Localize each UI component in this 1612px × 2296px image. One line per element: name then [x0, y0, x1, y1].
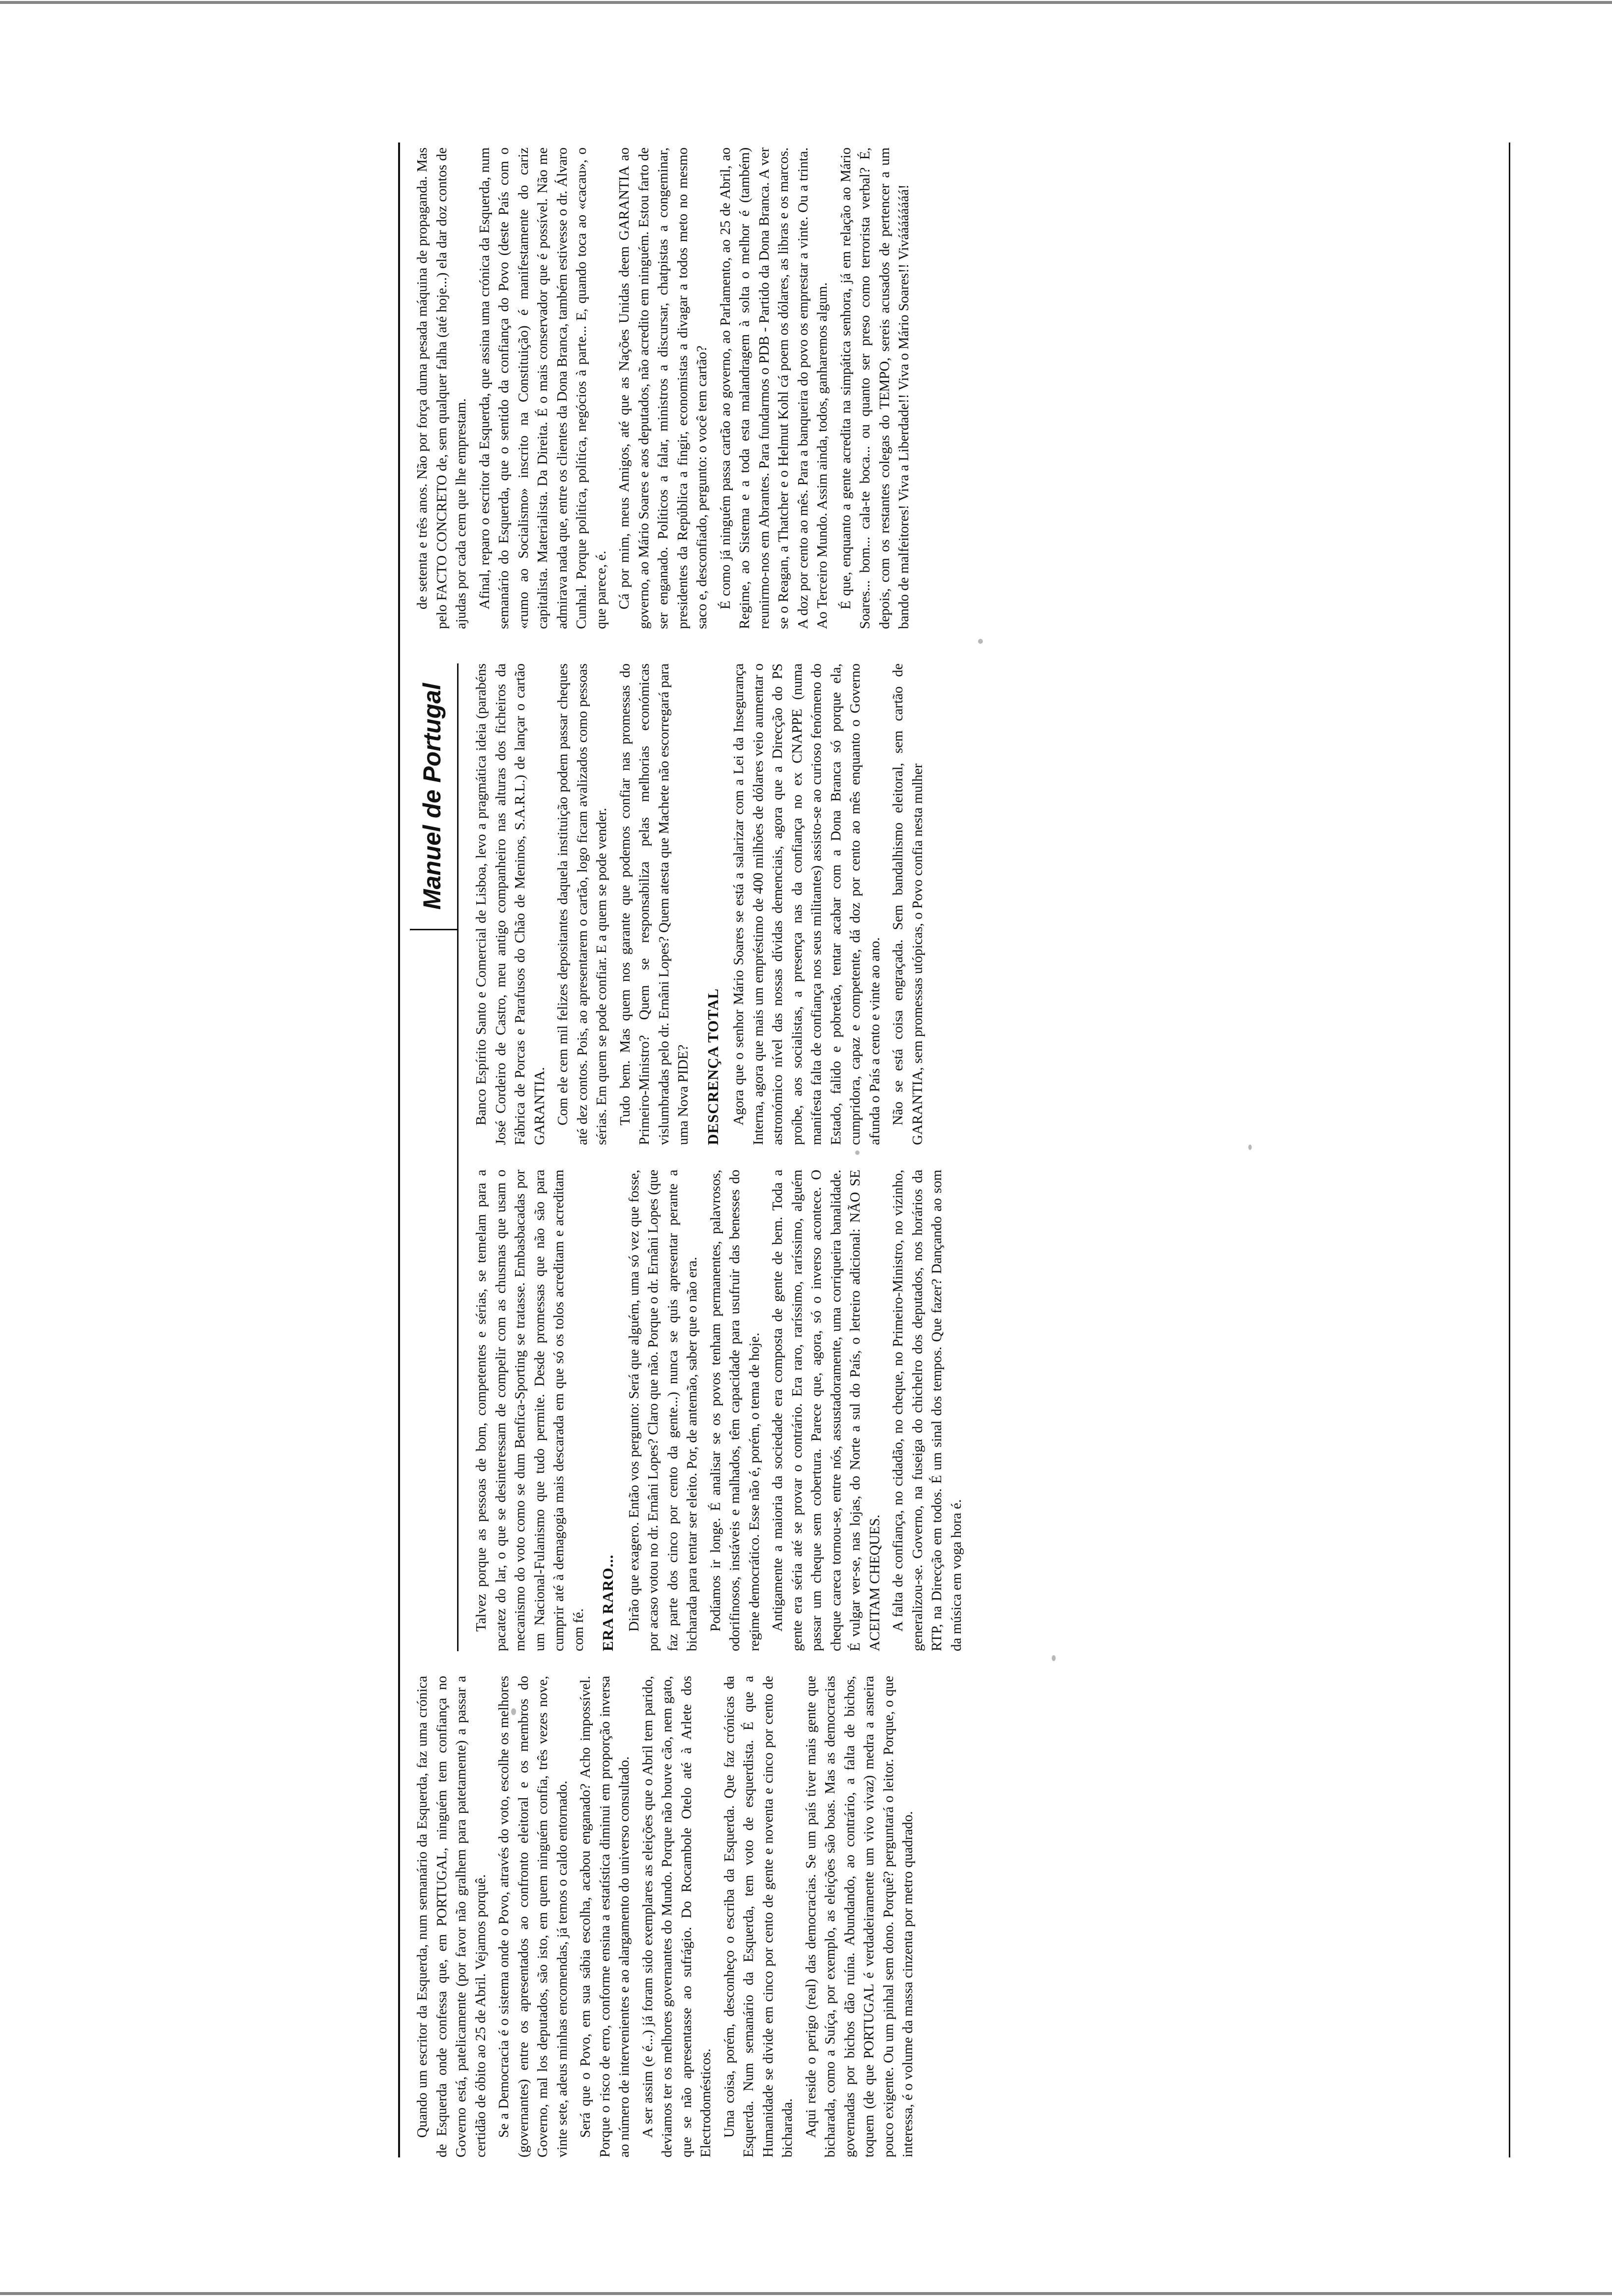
col3-paragraph: Não se está coisa engraçada. Sem bandalhismo eleitoral, sem cartão de GARANTIA, sem promessas utópicas, o Povo confia nesta mulher: [890, 663, 925, 1145]
col4-paragraph: Cá por mim, meus Amigos, até que as Nações Unidas deem GARANTIA ao governo, ao Mário Soares e aos deputados, não acredito em ninguém. Estou farto de ser enganado. Políticos a falar, ministros a discursar, chatpistas a congeminar, presidentes da República a fingir, economistas a divagar a todos meto no mesmo saco e, desconfiado, pergunto: o você tem cartão?: [616, 147, 710, 629]
subheading-era-raro: ERA RARO...: [599, 1554, 616, 1651]
col2-paragraph: Podíamos ir longe. É analisar se os povos tenham permanentes, palavrosos, odorifinosos, instáveis e malhados, têm capacidade para usufruir das benesses do regime democrático. Esse não é, porém, o tema de hoje.: [707, 1170, 762, 1651]
scan-speckle: [978, 639, 983, 644]
col1-paragraph: Será que o Povo, em sua sábia escolha, acabou enganado? Acho impossível. Porque o risco de erro, conforme ensina a estatística diminui em proporção inversa ao número de intervenientes e ao alargamento do universo consultado.: [577, 1676, 632, 2157]
column-2: [472, 1170, 1494, 1651]
col4-paragraph: É como já ninguém passa cartão ao governo, ao Parlamento, ao 25 de Abril, ao Regime, ao Sistema e a toda esta malandragem à solta o melhor é (também) reunirmo-nos em Abrantes. Para fundarmos o PDB - Partido da Dona Branca. A ver se o Reagan, a Thatcher e o Helmut Kohl cá poem os dólares, as libras e os marcos. A doz por cento ao mês. Para a banqueira do povo os emprestar a vinte. Ou a trinta. Ao Terceiro Mundo. Assim ainda, todos, ganharemos algum.: [717, 147, 830, 629]
col4-paragraph: É que, enquanto a gente acredita na simpática senhora, já em relação ao Mário Soares... bom... cala-te boca... ou quanto ser preso como terrorista verbal? É, depois, com os restantes colegas do TEMPO, sereis acusados de pertencer a um bando de malfeitores! Viva a Liberdade!! Viva o Mário Soares!! Viváááááááá!: [837, 147, 912, 629]
bottom-scan-edge: [0, 2292, 1612, 2295]
col3-paragraph: Banco Espírito Santo e Comercial de Lisboa, levo a pragmática ideia (parabéns José Cordeiro de Castro, meu antigo companheiro nas alturas dos ficheiros da Fábrica de Porcas e Parafusos do Chão de Meninos, S.A.R.L.) de lançar o cartão GARANTIA.: [473, 663, 547, 1145]
col4-paragraph: de setenta e três anos. Não por força duma pesada máquina de propaganda. Mas pelo FACTO CONCRETO de, sem qualquer falha (até hoje...) ela dar doz contos de ajudas por cada cem que lhe emprestam.: [414, 147, 469, 629]
column-4: [413, 147, 1494, 629]
scan-speckle: [855, 1150, 860, 1155]
scan-speckle: [1248, 1145, 1252, 1150]
col1-paragraph: Aqui reside o perigo (real) das democracias. Se um país tiver mais gente que bicharada, como a Suíça, por exemplo, as eleições são boas. Mas as democracias governadas por bichos dão ruína. Abundando, ao contrário, a falta de bichos, toquem (de que PORTUGAL é verdadeiramente um vivo vivaz) medra a asneira pouco exigente. Ou um pinhal sem dono. Porquê? perguntará o leitor. Porque, o que interessa, é o volume da massa cinzenta por metro quadrado.: [803, 1676, 916, 2157]
col1-paragraph: Se a Democracia é o sistema onde o Povo, através do voto, escolhe os melhores (governantes) entre os apresentados ao confronto eleitoral e os membros do Governo, mal los deputados, são isto, em quem ninguém confia, três vezes nove, vinte sete, adeus minhas encomendas, já temos o caldo entornado.: [496, 1676, 570, 2157]
col2-paragraph: Talvez porque as pessoas de bom, competentes e sérias, se temelam para a pacatez do lar, o que se desinteressam de compelir com as chusmas que usam o mecanismo do voto como se dum Benfica-Sporting se tratasse. Embasbacadas por um Nacional-Fulanismo que tudo permite. Desde promessas que não são para cumprir até à demagogia mais descarada em que só os tolos acreditam e acreditam com fé.: [473, 1170, 586, 1651]
col3-paragraph: Agora que o senhor Mário Soares se está a salarizar com a Lei da Insegurança Interna, agora que mais um empréstimo de 400 milhões de dólares veio aumentar o astronómico nível das nossas dívidas demenciais, agora que a Direcção do PS proíbe, aos socialistas, a presença nas da confiança no ex CNAPPE (numa manifesta falta de confiança nos seus militantes) assisto-se ao curioso fenómeno do Estado, falido e pobretão, tentar acabar com a Dona Branca só porque ela, cumpridora, capaz e competente, dá doz por cento ao mês enquanto o Governo afunda o País a cento e vinte ao ano.: [731, 663, 883, 1145]
top-scan-edge: [0, 1, 1612, 4]
col2-paragraph: Dirão que exagero. Então vos pergunto: Será que alguém, uma só vez que fosse, por acaso votou no dr. Ernâni Lopes? Claro que não. Porque o dr. Ernâni Lopes (que faz parte dos cinco por cento da gente...) nunca se quis apresentar perante a bicharada para tentar ser eleito. Por, de antemão, saber que o não era.: [626, 1170, 700, 1651]
scan-speckle: [727, 1681, 732, 1686]
col3-paragraph: Com ele cem mil felizes depositantes daquela instituição podem passar cheques até dez contos. Pois, ao apresentarem o cartão, logo ficam avalizados como pessoas sérias. Em quem se pode confiar. E a quem se pode vender.: [555, 663, 609, 1145]
col1-paragraph: Quando um escritor da Esquerda, num semanário da Esquerda, faz uma crónica de Esquerda onde confessa que, em PORTUGAL, ninguém tem confiança no Governo está, patelicamente (por favor não gralhem para patetamente) a passar a certidão de óbito ao 25 de Abril. Vejamos porquê.: [414, 1676, 489, 2157]
scan-speckle: [1052, 1655, 1056, 1661]
column-3: [472, 663, 1494, 1145]
bottom-rule: [1509, 143, 1510, 2157]
newspaper-clipping: [413, 143, 1494, 2157]
top-rule: [398, 143, 400, 2157]
col2-paragraph: A falta de confiança, no cidadão, no cheque, no Primeiro-Ministro, no vizinho, generalizou-se. Governo, na fuseiga do chichelro dos deputados, nos horários da RTP, na Direcção em todos. É um sinal dos tempos. Que fazer? Dançando ao som da música em voga hora é.: [890, 1170, 964, 1651]
col1-paragraph: A ser assim (e é...) já foram sido exemplares as eleições que o Abril tem parido, deviamos ter os melhores governantes do Mundo. Porque não houve cão, nem gato, que se não apresentasse ao sufrágio. Do Rocambole Otelo até à Arlete dos Electrodomésticos.: [639, 1676, 714, 2157]
headline-bar: [413, 663, 459, 1651]
column-1: [413, 1676, 1494, 2157]
col3-paragraph: Tudo bem. Mas quem nos garante que podemos confiar nas promessas do Primeiro-Ministro? Quem se responsabiliza pelas melhorias económicas vislumbradas pelo dr. Ernâni Lopes? Quem atesta que Machete não escorregará para uma Nova PIDE?: [617, 663, 691, 1145]
author-byline: Manuel de Portugal: [418, 683, 446, 910]
col4-paragraph: Afinal, reparo o escritor da Esquerda, que assina uma crónica da Esquerda, num semanário do Esquerda, que o sentido da confiança do Povo (deste País com o «rumo ao Socialismo» inscrito na Constituição) é manifestamente do cariz capitalista. Materialista. Da Direita. É o mais conservador que é possível. Não me admirava nada que, entre os clientes da Dona Branca, também estivesse o dr. Álvaro Cunhal. Porque política, política, negócios à parte... E, quando toca ao «cacau», o que parece, é.: [476, 147, 609, 629]
col1-paragraph: Uma coisa, porém, desconheço o escriba da Esquerda. Que faz crónicas da Esquerda. Num semanário da Esquerda, tem voto de esquerdista. É que a Humanidade se divide em cinco por cento de gente e noventa e cinco por cento de bicharada.: [721, 1676, 795, 2157]
scan-speckle: [511, 1708, 516, 1715]
col2-paragraph: Antigamente a maioria da sociedade era composta de gente de bem. Toda a gente era séria até se provar o contrário. Era raro, raríssimo, raríssimo, alguém passar um cheque sem cobertura. Parece que, agora, só o inverso acontece. O cheque careca tornou-se, entre nós, assustadoramente, uma corriqueira banalidade. É vulgar ver-se, nas lojas, do Norte a sul do País, o letreiro adicional: NÃO SE ACEITAM CHEQUES.: [770, 1170, 883, 1651]
subheading-descrenca-total: DESCRENÇA TOTAL: [704, 988, 721, 1145]
